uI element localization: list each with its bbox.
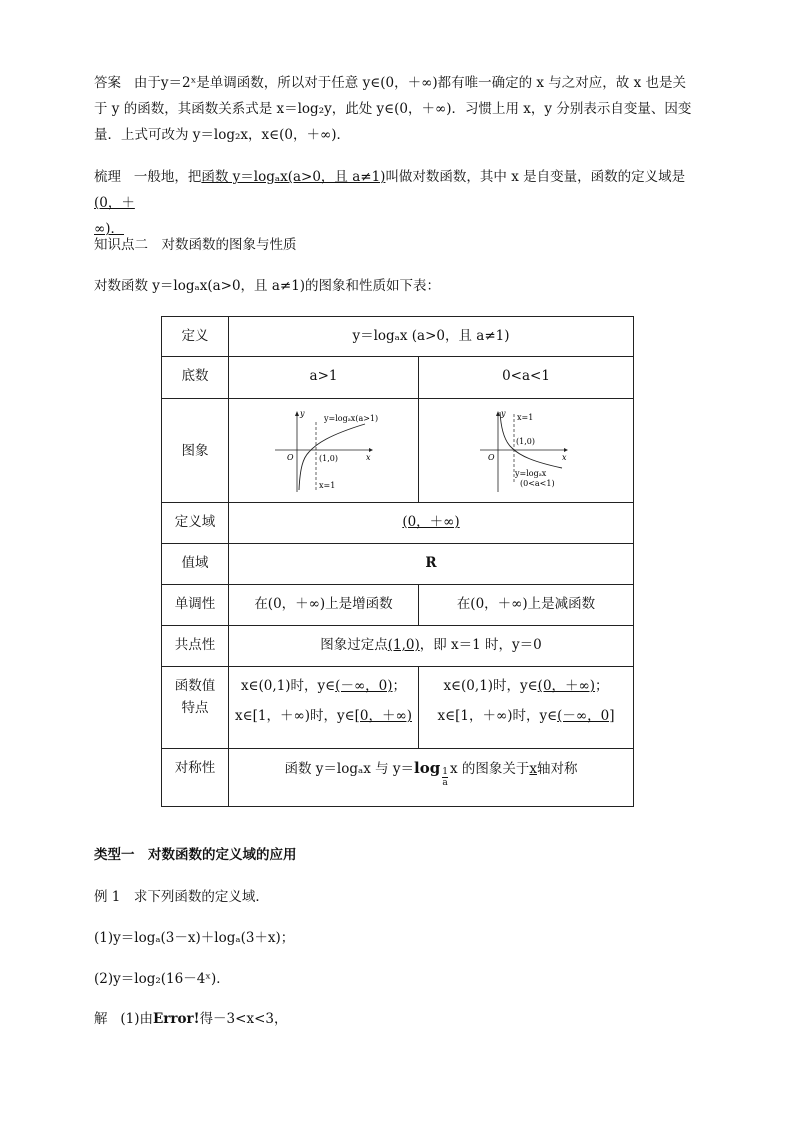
- summary-line-1: 梳理 一般地，把函数 y＝logₐx(a>0，且 a≠1)叫做对数函数，其中 x 是自变量，函数的定义域是(0，＋: [94, 169, 686, 211]
- x-label: x: [365, 452, 371, 462]
- answer-paragraph: [94, 70, 704, 148]
- head-domain: 定义域: [162, 503, 229, 544]
- row-definition: [162, 317, 634, 357]
- answer-label: 答案: [94, 75, 121, 91]
- summary-blank-1: 函数 y＝logₐx(a>0，且 a≠1): [201, 169, 386, 185]
- summary-label: 梳理: [94, 169, 121, 185]
- origin-label: O: [488, 452, 495, 462]
- x-axis-arrow: [369, 448, 373, 452]
- error-field: Error!: [153, 1011, 200, 1027]
- graph-decreasing: [476, 408, 576, 494]
- condition-label: (0<a<1): [520, 478, 555, 488]
- y-axis-arrow: [496, 411, 500, 416]
- base-right: 0<a<1: [419, 357, 634, 399]
- base-left: a>1: [229, 357, 419, 399]
- x-axis-arrow: [564, 448, 568, 452]
- origin-label: O: [286, 452, 294, 462]
- log-base-fraction: $\frac{1}{a}$: [442, 767, 448, 788]
- row-base: [162, 357, 634, 399]
- answer-line-3: 量．上式可改为 y＝log₂x，x∈(0，＋∞)．: [94, 127, 351, 143]
- row-domain: [162, 503, 634, 544]
- head-definition: 定义: [162, 317, 229, 357]
- row-values: [162, 667, 634, 749]
- table-intro: 对数函数 y＝logₐx(a>0，且 a≠1)的图象和性质如下表：: [94, 278, 441, 294]
- row-fixed-point: [162, 626, 634, 667]
- y-axis-arrow: [295, 411, 299, 416]
- row-symmetry: [162, 749, 634, 807]
- curve-label: y=logₐx(a>1): [323, 413, 378, 423]
- row-range: [162, 544, 634, 585]
- fixed-point: (1,0): [387, 637, 420, 653]
- row-graph: [162, 399, 634, 503]
- head-values: 函数值 特点: [162, 667, 229, 749]
- value-range: R: [229, 544, 634, 585]
- solution-label: 解: [94, 1011, 108, 1027]
- graph-increasing: [269, 408, 379, 494]
- y-label: y: [299, 408, 305, 418]
- question-1: (1)y＝logₐ(3－x)＋logₐ(3＋x)；: [94, 930, 295, 946]
- head-base: 底数: [162, 357, 229, 399]
- graph-left-cell: [229, 399, 419, 503]
- summary-blank-2: (0，＋: [94, 195, 135, 211]
- mono-left: 在(0，＋∞)上是增函数: [229, 585, 419, 626]
- question-2: (2)y＝log₂(16－4ˣ)．: [94, 971, 230, 987]
- values-right: x∈(0,1)时，y∈(0，＋∞)； x∈[1，＋∞)时，y∈(－∞，0]: [419, 667, 634, 749]
- line-label: x=1: [318, 480, 335, 490]
- type1-title: 类型一 对数函数的定义域的应用: [94, 847, 297, 863]
- value-fixed-point: 图象过定点(1,0)，即 x＝1 时，y＝0: [229, 626, 634, 667]
- point-label: (1,0): [318, 453, 338, 463]
- y-label: y: [501, 408, 506, 418]
- head-fixed-point: 共点性: [162, 626, 229, 667]
- curve-label: y=logₐx: [515, 468, 547, 478]
- head-monotonicity: 单调性: [162, 585, 229, 626]
- value-symmetry: 函数 y＝logₐx 与 y＝log $\frac{1}{a}$ x 的图象关于x轴对称: [229, 749, 634, 807]
- head-range: 值域: [162, 544, 229, 585]
- answer-line-1: 答案 由于y＝2ˣ是单调函数，所以对于任意 y∈(0，＋∞)都有唯一确定的 x 与之对应，故 x 也是关: [94, 75, 686, 91]
- properties-table: [161, 316, 634, 807]
- value-domain: (0，＋∞): [402, 514, 460, 530]
- values-left: x∈(0,1)时，y∈(－∞，0)； x∈[1，＋∞)时，y∈[0，＋∞): [229, 667, 419, 749]
- summary-paragraph: [94, 164, 704, 242]
- value-definition: y＝logₐx (a>0，且 a≠1): [229, 317, 634, 357]
- row-monotonicity: [162, 585, 634, 626]
- solution-line: 解 (1)由Error!得－3<x<3，: [94, 1011, 288, 1027]
- head-symmetry: 对称性: [162, 749, 229, 807]
- summary-line-2: ∞)．: [94, 221, 125, 237]
- x-label: x: [562, 452, 567, 462]
- head-graph: 图象: [162, 399, 229, 503]
- graph-right-cell: [419, 399, 634, 503]
- answer-line-2: 于 y 的函数，其函数关系式是 x＝log₂y，此处 y∈(0，＋∞)．习惯上用 x，y 分别表示自变量、因变: [94, 101, 692, 117]
- example1-heading: 例 1 求下列函数的定义域．: [94, 889, 269, 905]
- line-label: x=1: [517, 412, 534, 422]
- point-label: (1,0): [516, 436, 535, 446]
- section2-title: 知识点二 对数函数的图象与性质: [94, 237, 297, 253]
- mono-right: 在(0，＋∞)上是减函数: [419, 585, 634, 626]
